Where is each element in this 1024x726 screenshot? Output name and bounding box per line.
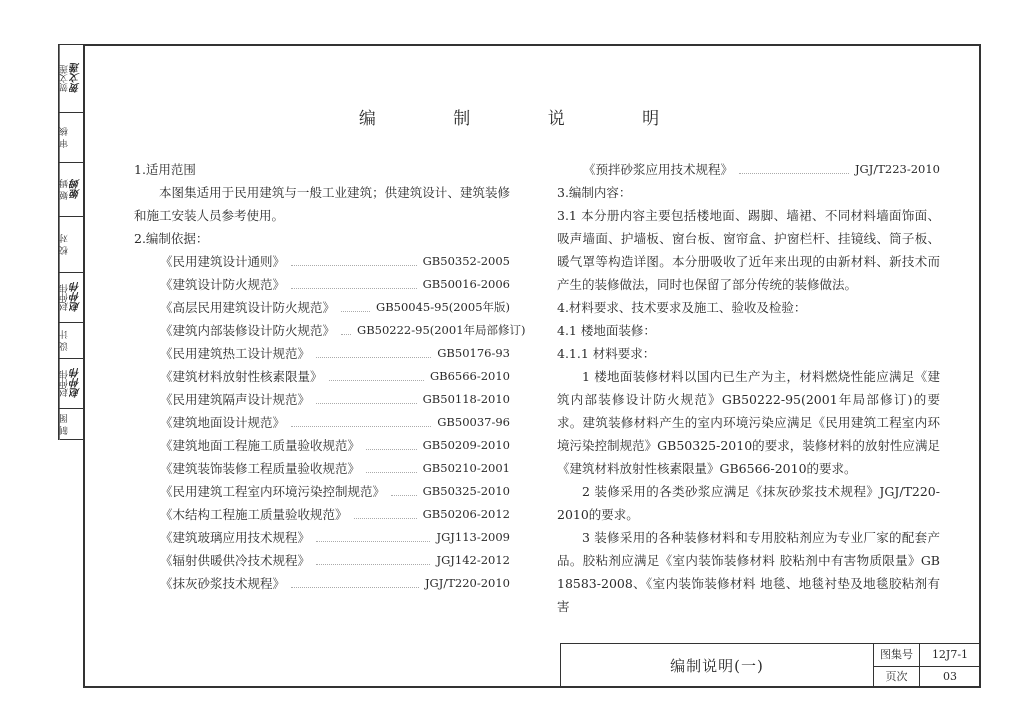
reference-code: JGJ/T223-2010 xyxy=(854,162,940,176)
leader-dots xyxy=(291,587,419,588)
page-row xyxy=(874,666,981,688)
sidebar-cell xyxy=(59,163,83,217)
reference-item xyxy=(134,503,510,526)
page-label: 页次 xyxy=(874,666,920,688)
signature: 赵仲伟 xyxy=(71,368,82,399)
reference-code: GB50037-96 xyxy=(437,415,510,429)
reference-item xyxy=(134,457,510,480)
reference-item xyxy=(134,526,510,549)
reference-item xyxy=(557,158,940,181)
reference-name: 《建筑地面工程施工质量验收规范》 xyxy=(160,438,361,453)
reference-name: 《建筑材料放射性核素限量》 xyxy=(160,369,323,384)
paragraph: 1 楼地面装修材料以国内已生产为主，材料燃烧性能应满足《建筑内部装修设计防火规范》GB50222-95(2001年局部修订)的要求。建筑装修材料产生的室内环境污染应满足《民用建筑工程室内环境污染控制规范》GB50325-2010的要求，装修材料的放射性应满足《建筑材料放射性核素限量》GB6566-2010的要求。 xyxy=(557,369,940,476)
sidebar-cell xyxy=(59,273,83,323)
reference-name: 《建筑设计防火规范》 xyxy=(160,277,286,292)
sidebar-label: 审 核 xyxy=(59,113,71,162)
subsection-heading: 4.1 楼地面装修： xyxy=(557,323,656,338)
reference-name: 《辐射供暖供冷技术规程》 xyxy=(160,553,311,568)
reference-name: 《民用建筑热工设计规范》 xyxy=(160,346,311,361)
paragraph: 3 装修采用的各种装修材料和专用胶粘剂应为专业厂家的配套产品。胶粘剂应满足《室内装饰装修材料 胶粘剂中有害物质限量》GB 18583-2008、《室内装饰装修材料 地毯、地毯衬垫及地毯胶粘剂有害 xyxy=(557,530,940,614)
sidebar-cell xyxy=(59,409,83,440)
right-column xyxy=(557,158,940,618)
leader-dots xyxy=(291,426,431,427)
reference-item xyxy=(134,342,510,365)
paragraph: 2 装修采用的各类砂浆应满足《抹灰砂浆技术规程》JGJ/T220-2010的要求。 xyxy=(557,484,940,522)
atlas-label: 图集号 xyxy=(874,644,920,666)
leader-dots xyxy=(316,403,417,404)
reference-code: JGJ142-2012 xyxy=(436,553,510,567)
signature: 姬姆 xyxy=(71,179,82,200)
left-column xyxy=(134,158,526,595)
signature xyxy=(71,323,83,358)
reference-name: 《木结构工程施工质量验收规范》 xyxy=(160,507,348,522)
sidebar-cell xyxy=(59,359,83,409)
reference-code: GB50045-95(2005年版) xyxy=(376,300,510,314)
signature: 赵仲伟 xyxy=(71,282,82,313)
subsection-heading: 4.1.1 材料要求： xyxy=(557,346,656,361)
leader-dots xyxy=(291,265,417,266)
reference-name: 《建筑玻璃应用技术规程》 xyxy=(160,530,311,545)
reference-code: GB50210-2001 xyxy=(422,461,510,475)
reference-code: GB50016-2006 xyxy=(422,277,510,291)
reference-item xyxy=(134,273,510,296)
section-heading: 1.适用范围 xyxy=(134,162,196,177)
leader-dots xyxy=(366,449,417,450)
page-title: 编 制 说 明 xyxy=(358,109,696,129)
reference-code: JGJ/T220-2010 xyxy=(424,576,510,590)
leader-dots xyxy=(354,518,417,519)
leader-dots xyxy=(316,357,431,358)
reference-code: GB50176-93 xyxy=(437,346,510,360)
reference-item xyxy=(134,296,510,319)
section-heading: 3.编制内容： xyxy=(557,185,632,200)
leader-dots xyxy=(341,334,351,335)
signature xyxy=(71,217,83,272)
title-block xyxy=(560,643,981,688)
leader-dots xyxy=(316,541,430,542)
page-value: 03 xyxy=(943,670,957,683)
sidebar-label: 贺文莲 xyxy=(59,45,71,112)
sidebar-cell xyxy=(59,217,83,273)
leader-dots xyxy=(341,311,370,312)
reference-name: 《民用建筑隔声设计规范》 xyxy=(160,392,311,407)
reference-item xyxy=(134,572,510,595)
reference-code: GB50209-2010 xyxy=(422,438,510,452)
reference-name: 《民用建筑工程室内环境污染控制规范》 xyxy=(160,484,386,499)
sidebar-cell xyxy=(59,323,83,359)
sidebar-label: 校 对 xyxy=(59,217,71,272)
title-block-title: 编制说明(一) xyxy=(670,657,764,675)
reference-code: GB50222-95(2001年局部修订) xyxy=(357,323,526,337)
reference-code: GB50325-2010 xyxy=(422,484,510,498)
reference-name: 《建筑装饰装修工程质量验收规范》 xyxy=(160,461,361,476)
signature: 贺文莲 xyxy=(71,63,82,94)
reference-item xyxy=(134,388,510,411)
reference-name: 《抹灰砂浆技术规程》 xyxy=(160,576,286,591)
sidebar-cell xyxy=(59,45,83,113)
reference-code: JGJ113-2009 xyxy=(436,530,510,544)
leader-dots xyxy=(316,564,430,565)
section-body: 本图集适用于民用建筑与一般工业建筑；供建筑设计、建筑装修和施工安装人员参考使用。 xyxy=(134,185,510,223)
reference-item xyxy=(134,411,510,434)
reference-item xyxy=(134,365,510,388)
leader-dots xyxy=(291,288,417,289)
section-heading: 4.材料要求、技术要求及施工、验收及检验： xyxy=(557,300,807,315)
sidebar-label: 制 图 xyxy=(59,409,71,440)
title-block-grid xyxy=(873,644,981,688)
sidebar-label: 赵仲伟 xyxy=(59,359,71,408)
section-heading: 2.编制依据： xyxy=(134,231,209,246)
leader-dots xyxy=(366,472,417,473)
reference-item xyxy=(134,250,510,273)
reference-item xyxy=(134,480,510,503)
atlas-row xyxy=(874,644,981,667)
leader-dots xyxy=(391,495,417,496)
leader-dots xyxy=(739,173,849,174)
reference-name: 《预拌砂浆应用技术规程》 xyxy=(583,162,734,177)
reference-code: GB6566-2010 xyxy=(429,369,510,383)
reference-name: 《高层民用建筑设计防火规范》 xyxy=(160,300,336,315)
reference-item xyxy=(134,319,526,342)
reference-name: 《建筑内部装修设计防火规范》 xyxy=(160,323,336,338)
atlas-value: 12J7-1 xyxy=(931,648,969,661)
reference-name: 《民用建筑设计通则》 xyxy=(160,254,286,269)
reference-code: GB50352-2005 xyxy=(422,254,510,268)
signature xyxy=(71,409,83,440)
sidebar-label: 赵仲伟 xyxy=(59,273,71,322)
sidebar-label: 设 计 xyxy=(59,323,71,358)
reference-code: GB50118-2010 xyxy=(422,392,510,406)
reference-item xyxy=(134,434,510,457)
reference-name: 《建筑地面设计规范》 xyxy=(160,415,286,430)
sidebar-label: 姬 姆 xyxy=(59,163,71,216)
reference-item xyxy=(134,549,510,572)
reference-code: GB50206-2012 xyxy=(422,507,510,521)
section-body: 3.1 本分册内容主要包括楼地面、踢脚、墙裙、不同材料墙面饰面、吸声墙面、护墙板、窗台板、窗帘盒、护窗栏杆、挂镜线、筒子板、暖气罩等构造详图。本分册吸收了近年来出现的由新材料、新技术而产生的装修做法，同时也保留了部分传统的装修做法。 xyxy=(557,208,940,292)
leader-dots xyxy=(329,380,424,381)
